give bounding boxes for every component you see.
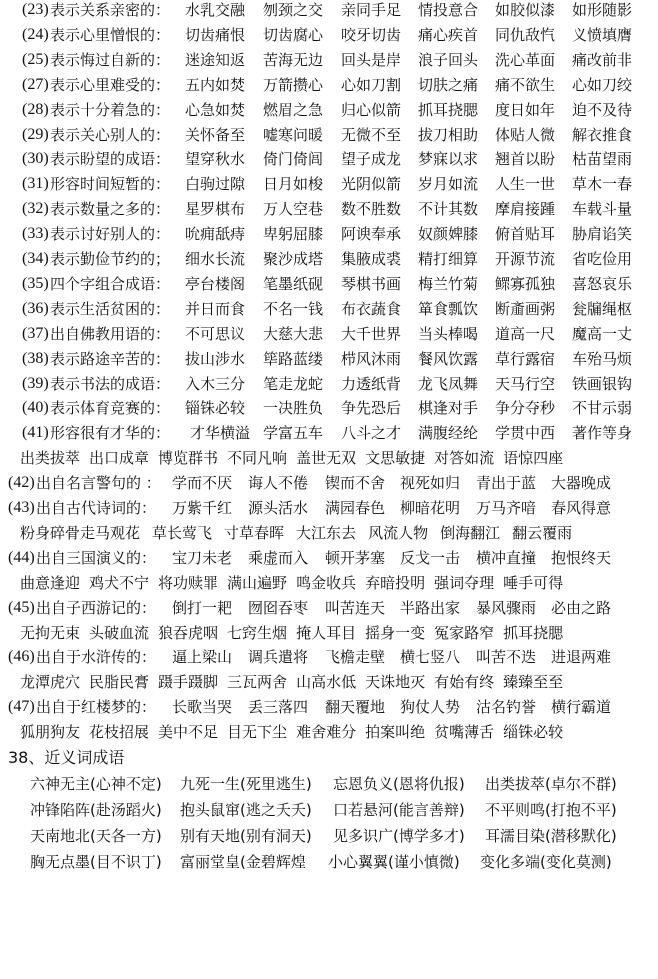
- idiom: 摇身一变: [365, 623, 426, 642]
- category-row: [0, 0, 658, 23]
- idiom: 学而不厌: [172, 474, 233, 493]
- idiom: 强词夺理: [434, 573, 495, 592]
- category-label: 表示生活贫困的：: [50, 299, 171, 318]
- idiom: 亭台楼阁: [185, 274, 246, 293]
- idiom: 拔刀相助: [418, 125, 479, 144]
- category-number: (45): [8, 598, 35, 616]
- synonym-pair: 九死一生(死里逃生): [180, 775, 312, 793]
- idiom: 丢三落四: [248, 698, 309, 717]
- idiom: 餐风饮露: [418, 349, 479, 368]
- idiom: 并日而食: [185, 299, 246, 318]
- idiom: 倒海翻江: [440, 523, 501, 542]
- idiom: 逼上梁山: [172, 648, 233, 667]
- idiom: 不计其数: [418, 200, 479, 219]
- idiom: 卑躬屈膝: [263, 225, 324, 244]
- idiom: 翻云覆雨: [512, 523, 573, 542]
- idiom: 八斗之才: [341, 424, 402, 443]
- idiom: 锲而不舍: [325, 474, 386, 493]
- idiom: 水乳交融: [185, 1, 246, 19]
- continuation-row: [0, 570, 658, 596]
- category-number: (38): [22, 349, 49, 367]
- idiom: 笔走龙蛇: [263, 374, 324, 393]
- idiom: 难舍难分: [296, 723, 357, 742]
- idiom: 切齿痛恨: [185, 25, 246, 44]
- idiom: 痛心疾首: [418, 25, 479, 44]
- category-row: [0, 122, 658, 148]
- category-row: [0, 221, 658, 247]
- idiom: 魔高一丈: [572, 324, 633, 343]
- category-number: (29): [22, 125, 49, 143]
- category-number: (35): [22, 274, 49, 292]
- category-number: (27): [22, 75, 49, 93]
- idiom: 花枝招展: [89, 723, 150, 742]
- category-row: [0, 346, 658, 372]
- idiom: 囫囵吞枣: [248, 598, 309, 617]
- idiom: 宝刀未老: [172, 548, 233, 567]
- category-number: (31): [22, 175, 49, 193]
- category-label: 表示心里难受的：: [50, 75, 171, 94]
- category-number: (23): [22, 1, 49, 18]
- continuation-text: [20, 520, 584, 546]
- category-row: [0, 644, 658, 670]
- idiom: 五内如焚: [185, 75, 246, 94]
- category-row: [0, 470, 658, 496]
- idiom: 冤家路窄: [434, 623, 495, 642]
- idiom: 长歌当哭: [172, 698, 233, 717]
- idiom: 吮痈舐痔: [185, 225, 246, 244]
- idiom: 大江东去: [296, 523, 357, 542]
- category-label: 四个字组合成语：: [50, 274, 171, 293]
- idiom: 万箭攒心: [263, 75, 324, 94]
- idiom: 细水长流: [185, 250, 246, 268]
- idiom: 断齑画粥: [495, 299, 556, 318]
- idiom: 青出于蓝: [476, 474, 537, 493]
- synonym-row: [0, 823, 658, 849]
- category-label: 表示心里憎恨的：: [50, 25, 171, 44]
- idiom: 喜怒哀乐: [572, 274, 633, 293]
- idiom: 天马行空: [495, 374, 556, 393]
- idiom: 出类拔萃: [20, 449, 81, 468]
- idiom: 横七竖八: [400, 648, 461, 667]
- idiom: 切齿腐心: [263, 25, 324, 44]
- idiom: 星罗棋布: [185, 200, 246, 219]
- idiom: 翘首以盼: [495, 150, 556, 169]
- synonym-row: [0, 849, 658, 875]
- idiom: 一决胜负: [263, 399, 324, 418]
- idiom: 缁铢必较: [503, 723, 564, 742]
- idiom: 龙飞凤舞: [418, 374, 479, 393]
- idiom: 不可思议: [185, 324, 246, 343]
- idiom: 摩肩接踵: [495, 200, 556, 219]
- idiom: 视死如归: [400, 474, 461, 493]
- idiom: 集腋成裘: [341, 250, 402, 268]
- idiom: 掩人耳目: [296, 623, 357, 642]
- idiom: 如形随影: [572, 1, 633, 19]
- idiom: 聚沙成塔: [263, 250, 324, 268]
- idiom: 无拘无束: [20, 623, 81, 642]
- synonym-row: [0, 771, 658, 797]
- idiom: 嘘寒问暖: [263, 125, 324, 144]
- idiom: 满园春色: [325, 499, 386, 517]
- idiom: 笔墨纸砚: [263, 274, 324, 293]
- idiom: 源头活水: [248, 499, 309, 517]
- idiom: 望子成龙: [341, 150, 402, 169]
- synonym-row: [0, 797, 658, 823]
- idiom: 抓耳挠腮: [503, 623, 564, 642]
- idiom: 叫苦不迭: [476, 648, 537, 667]
- idiom: 弃暗投明: [365, 573, 426, 592]
- category-label: 出自名言警句的 ：: [36, 474, 161, 493]
- idiom: 痛改前非: [572, 50, 633, 69]
- category-number: (41): [22, 424, 49, 442]
- idiom: 不同凡响: [227, 449, 288, 468]
- idiom: 胁肩谄笑: [572, 225, 633, 244]
- idiom: 光阴似箭: [341, 175, 402, 194]
- idiom: 迫不及待: [572, 100, 633, 119]
- idiom: 鳏寡孤独: [495, 274, 556, 293]
- idiom: 飞檐走壁: [325, 648, 386, 667]
- idiom: 进退两难: [551, 648, 612, 667]
- idiom: 鸡犬不宁: [89, 573, 150, 592]
- category-number: (47): [8, 698, 35, 716]
- category-label: 出自佛教用语的：: [50, 324, 171, 343]
- idiom: 心急如焚: [185, 100, 246, 119]
- idiom: 万人空巷: [263, 200, 324, 219]
- idiom: 迷途知返: [185, 50, 246, 69]
- category-label: 出自三国演义的：: [36, 548, 157, 567]
- idiom: 心如刀割: [341, 75, 402, 94]
- idiom: 出口成章: [89, 449, 150, 468]
- idiom: 人生一世: [495, 175, 556, 194]
- idiom: 大慈大悲: [263, 324, 324, 343]
- idiom: 蹑手蹑脚: [158, 673, 219, 692]
- idiom: 对答如流: [434, 449, 495, 468]
- section-title: 38、近义词成语: [8, 748, 125, 767]
- category-number: (30): [22, 150, 49, 168]
- idiom: 天诛地灭: [365, 673, 426, 692]
- category-number: (34): [22, 250, 49, 267]
- idiom: 柳暗花明: [400, 499, 461, 517]
- idiom: 头破血流: [89, 623, 150, 642]
- idiom: 俯首贴耳: [495, 225, 556, 244]
- category-row: [0, 146, 658, 172]
- continuation-text: [20, 570, 572, 596]
- idiom: 争分夺秒: [495, 399, 556, 418]
- idiom: 草长莺飞: [152, 523, 213, 542]
- category-number: (40): [22, 399, 49, 417]
- idiom: 叫苦连天: [325, 598, 386, 617]
- idiom: 岁月如流: [418, 175, 479, 194]
- continuation-text: [20, 445, 572, 471]
- idiom: 暴风骤雨: [476, 598, 537, 617]
- idiom: 曲意逢迎: [20, 573, 81, 592]
- idiom: 万马齐喑: [476, 499, 537, 517]
- idiom: 狐朋狗友: [20, 723, 81, 742]
- category-label: 出自子西游记的：: [36, 598, 157, 617]
- idiom: 车殆马烦: [572, 349, 633, 368]
- category-label: 表示书法的成语：: [50, 374, 171, 393]
- category-label: 表示讨好别人的：: [50, 225, 171, 244]
- idiom: 美中不足: [158, 723, 219, 742]
- idiom: 精打细算: [418, 250, 479, 268]
- category-row: [0, 171, 658, 197]
- idiom: 痛不欲生: [495, 75, 556, 94]
- idiom: 倚门倚闾: [263, 150, 324, 169]
- idiom: 七窍生烟: [227, 623, 288, 642]
- synonym-pair: 见多识广(博学多才): [333, 827, 465, 845]
- idiom: 盖世无双: [296, 449, 357, 468]
- synonym-pair: 别有天地(别有洞天): [180, 827, 312, 845]
- category-row: [0, 22, 658, 48]
- category-number: (32): [22, 200, 49, 218]
- idiom: 学富五车: [263, 424, 324, 443]
- idiom: 草木一春: [572, 175, 633, 194]
- category-number: (44): [8, 548, 35, 566]
- synonym-pair: 抱头鼠窜(逃之夭夭): [180, 801, 312, 819]
- category-row: [0, 271, 658, 297]
- idiom: 才华横溢: [190, 424, 251, 443]
- category-label: 表示关系亲密的：: [50, 1, 171, 19]
- idiom: 诲人不倦: [248, 474, 309, 493]
- category-number: (36): [22, 299, 49, 317]
- category-label: 出自于红楼梦的：: [36, 698, 157, 717]
- synonym-pair: 小心翼翼(谨小慎微): [328, 853, 460, 871]
- category-row: [0, 371, 658, 397]
- idiom: 同仇敌忾: [495, 25, 556, 44]
- category-label: 表示勤俭节约的；: [50, 250, 171, 268]
- idiom: 大千世界: [341, 324, 402, 343]
- idiom: 浪子回头: [418, 50, 479, 69]
- idiom: 力透纸背: [341, 374, 402, 393]
- idiom: 有始有终: [434, 673, 495, 692]
- idiom: 望穿秋水: [185, 150, 246, 169]
- continuation-row: [0, 719, 658, 745]
- category-row: [0, 47, 658, 73]
- category-label: 表示盼望的成语：: [50, 150, 171, 169]
- idiom: 无微不至: [341, 125, 402, 144]
- idiom: 草行露宿: [495, 349, 556, 368]
- idiom: 山高水低: [296, 673, 357, 692]
- category-number: (42): [8, 474, 35, 492]
- idiom: 回头是岸: [341, 50, 402, 69]
- category-number: (43): [8, 499, 35, 516]
- category-row: [0, 72, 658, 98]
- idiom: 博览群书: [158, 449, 219, 468]
- synonym-pair: 出类拔萃(卓尔不群): [485, 775, 617, 793]
- idiom: 刎颈之交: [263, 1, 324, 19]
- category-row: [0, 97, 658, 123]
- category-number: (39): [22, 374, 49, 392]
- synonym-pair: 冲锋陷阵(赴汤蹈火): [30, 801, 162, 819]
- continuation-row: [0, 669, 658, 695]
- synonym-pair: 变化多端(变化莫测): [480, 853, 612, 871]
- category-label: 表示数量之多的：: [50, 200, 171, 219]
- synonym-pair: 天南地北(天各一方): [30, 827, 162, 845]
- idiom: 横行霸道: [551, 698, 612, 717]
- idiom: 切肤之痛: [418, 75, 479, 94]
- idiom: 龙潭虎穴: [20, 673, 81, 692]
- idiom: 关怀备至: [185, 125, 246, 144]
- idiom: 顿开茅塞: [325, 548, 386, 567]
- idiom: 满腹经纶: [418, 424, 479, 443]
- idiom: 调兵遣将: [248, 648, 309, 667]
- idiom: 如胶似漆: [495, 1, 556, 19]
- category-number: (25): [22, 50, 49, 68]
- category-row: [0, 196, 658, 222]
- idiom: 体贴人微: [495, 125, 556, 144]
- idiom: 万紫千红: [172, 499, 233, 517]
- idiom: 拔山涉水: [185, 349, 246, 368]
- category-label: 表示体育竞赛的：: [50, 399, 171, 418]
- idiom: 鸣金收兵: [296, 573, 357, 592]
- idiom: 梅兰竹菊: [418, 274, 479, 293]
- idiom: 粉身碎骨走马观花: [20, 523, 141, 542]
- idiom: 翻天覆地: [325, 698, 386, 717]
- continuation-text: [20, 620, 572, 646]
- category-number: (33): [22, 225, 49, 243]
- category-row: [0, 296, 658, 322]
- idiom: 奴颜婢膝: [418, 225, 479, 244]
- idiom: 亲同手足: [341, 1, 402, 19]
- idiom: 春风得意: [551, 499, 612, 517]
- idiom: 狗仗人势: [400, 698, 461, 717]
- category-label: 形容很有才华的：: [50, 424, 171, 443]
- idiom: 情投意合: [418, 1, 479, 19]
- idiom: 三瓦两舍: [227, 673, 288, 692]
- idiom: 满山遍野: [227, 573, 288, 592]
- idiom: 苦海无边: [263, 50, 324, 69]
- idiom: 狼吞虎咽: [158, 623, 219, 642]
- continuation-row: [0, 620, 658, 646]
- idiom: 枯苗望雨: [572, 150, 633, 169]
- idiom: 抓耳挠腮: [418, 100, 479, 119]
- continuation-row: [0, 445, 658, 471]
- idiom: 道高一尺: [495, 324, 556, 343]
- synonym-pair: 口若悬河(能言善辩): [333, 801, 465, 819]
- idiom: 度日如年: [495, 100, 556, 119]
- category-label: 表示路途辛苦的：: [50, 349, 171, 368]
- idiom: 必由之路: [551, 598, 612, 617]
- idiom: 省吃俭用: [572, 250, 633, 268]
- category-number: (28): [22, 100, 49, 118]
- category-row: [0, 395, 658, 421]
- idiom: 布衣蔬食: [341, 299, 402, 318]
- idiom: 学贯中西: [495, 424, 556, 443]
- synonym-pair: 胸无点墨(目不识丁): [30, 853, 162, 871]
- category-number: (24): [22, 25, 49, 43]
- idiom: 寸草春晖: [224, 523, 285, 542]
- idiom: 心如刀绞: [572, 75, 633, 94]
- idiom: 数不胜数: [341, 200, 402, 219]
- idiom: 倒打一耙: [172, 598, 233, 617]
- idiom: 解衣推食: [572, 125, 633, 144]
- continuation-row: [0, 520, 658, 546]
- category-row: [0, 694, 658, 720]
- idiom: 横冲直撞: [476, 548, 537, 567]
- idiom: 不甘示弱: [572, 399, 633, 418]
- idiom: 栉风沐雨: [341, 349, 402, 368]
- idiom: 半路出家: [400, 598, 461, 617]
- idiom: 争先恐后: [341, 399, 402, 418]
- continuation-text: [20, 719, 572, 745]
- idiom: 风流人物: [368, 523, 429, 542]
- category-number: (46): [8, 648, 35, 666]
- synonym-pair: 忘恩负义(恩将仇报): [333, 775, 465, 793]
- category-label: 表示悔过自新的：: [50, 50, 171, 69]
- category-label: 表示十分着急的：: [50, 100, 171, 119]
- idiom: 燃眉之急: [263, 100, 324, 119]
- idiom: 入木三分: [185, 374, 246, 393]
- continuation-text: [20, 669, 572, 695]
- idiom: 沽名钓誉: [476, 698, 537, 717]
- idiom: 棋逢对手: [418, 399, 479, 418]
- category-label: 出自古代诗词的：: [36, 499, 157, 517]
- category-row: [0, 321, 658, 347]
- idiom: 拍案叫绝: [365, 723, 426, 742]
- idiom: 抱恨终天: [551, 548, 612, 567]
- category-number: (37): [22, 324, 49, 342]
- idiom: 日月如梭: [263, 175, 324, 194]
- idiom: 大器晚成: [551, 474, 612, 493]
- idiom: 语惊四座: [503, 449, 564, 468]
- idiom: 锱铢必较: [185, 399, 246, 418]
- idiom: 归心似箭: [341, 100, 402, 119]
- idiom: 筚路蓝缕: [263, 349, 324, 368]
- category-row: [0, 495, 658, 521]
- category-label: 形容时间短暂的：: [50, 175, 171, 194]
- idiom: 文思敏捷: [365, 449, 426, 468]
- category-label: 表示关心别人的：: [50, 125, 171, 144]
- category-label: 出自于水浒传的：: [36, 648, 157, 667]
- idiom: 反戈一击: [400, 548, 461, 567]
- idiom: 将功赎罪: [158, 573, 219, 592]
- idiom: 乘虚而入: [248, 548, 309, 567]
- idiom: 当头棒喝: [418, 324, 479, 343]
- idiom: 著作等身: [572, 424, 633, 443]
- synonym-pair: 耳濡目染(潜移默化): [485, 827, 617, 845]
- category-row: [0, 595, 658, 621]
- idiom: 车载斗量: [572, 200, 633, 219]
- idiom: 民脂民膏: [89, 673, 150, 692]
- idiom: 铁画银钩: [572, 374, 633, 393]
- idiom: 贫嘴薄舌: [434, 723, 495, 742]
- idiom: 目无下尘: [227, 723, 288, 742]
- idiom: 白驹过隙: [185, 175, 246, 194]
- idiom: 箪食瓢饮: [418, 299, 479, 318]
- idiom: 瓮牖绳枢: [572, 299, 633, 318]
- category-row: [0, 420, 658, 446]
- idiom: 咬牙切齿: [341, 25, 402, 44]
- synonym-pair: 不平则鸣(打抱不平): [485, 801, 617, 819]
- category-row: [0, 246, 658, 272]
- idiom: 唾手可得: [503, 573, 564, 592]
- idiom: 义愤填膺: [572, 25, 633, 44]
- synonym-pair: 六神无主(心神不定): [30, 775, 162, 793]
- idiom: 阿谀奉承: [341, 225, 402, 244]
- idiom: 洗心革面: [495, 50, 556, 69]
- category-row: [0, 545, 658, 571]
- idiom: 不名一钱: [263, 299, 324, 318]
- idiom: 琴棋书画: [341, 274, 402, 293]
- idiom: 梦寐以求: [418, 150, 479, 169]
- idiom: 开源节流: [495, 250, 556, 268]
- synonym-pair: 富丽堂皇(金碧辉煌: [180, 853, 306, 871]
- idiom: 臻臻至至: [503, 673, 564, 692]
